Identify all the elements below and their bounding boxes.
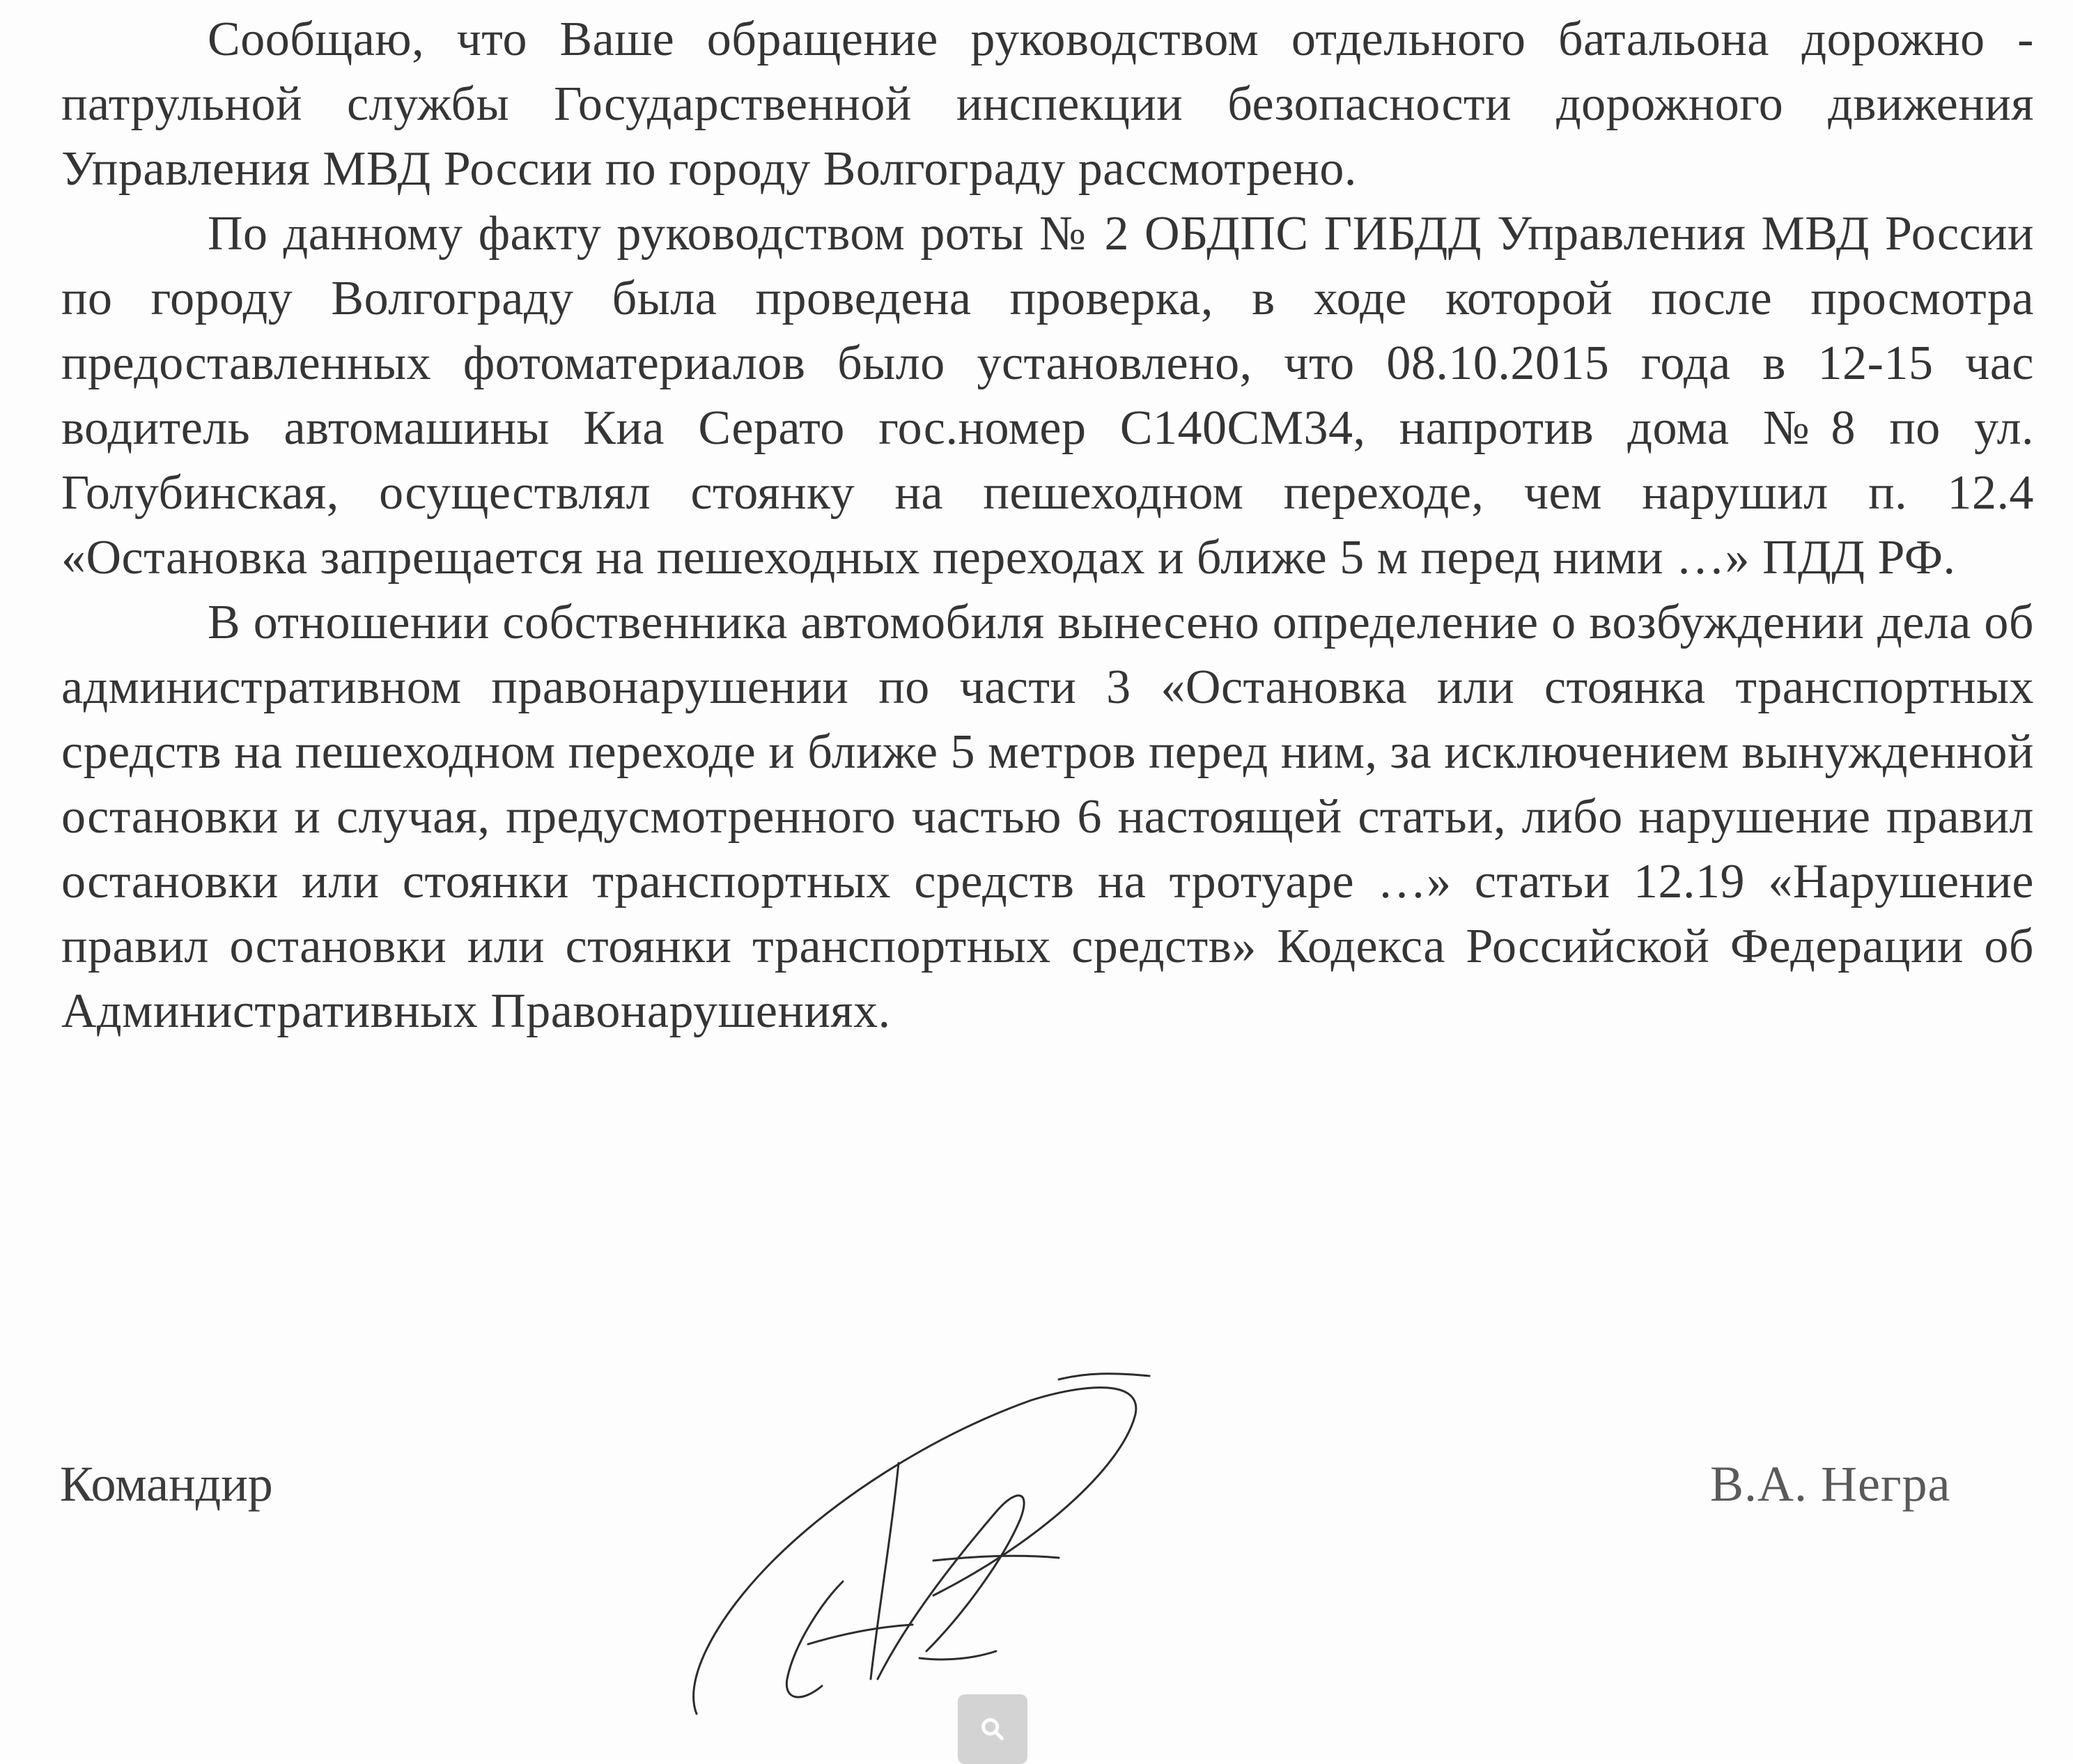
zoom-button[interactable] <box>958 1694 1027 1764</box>
paragraph-inspection-findings: По данному факту руководством роты № 2 ОБДПС ГИБДД Управления МВД России по городу Волгограду была проведена проверка, в ходе которой после просмотра предоставленных фотоматериалов было установлено, что 08.10.2015 года в 12-15 час водитель автомашины Киа Серато гос.номер С140СМ34, напротив дома №8 по ул. Голубинская, осуществлял стоянку на пешеходном переходе, чем нарушил п. 12.4 «Остановка запрещается на пешеходных переходах и ближе 5 м перед ними …» ПДД РФ. <box>61 207 2034 585</box>
handwritten-signature <box>669 1352 1170 1742</box>
magnifier-icon <box>979 1715 1007 1743</box>
paragraph-notification: Сообщаю, что Ваше обращение руководством отдельного батальона дорожно - патрульной службы Государственной инспекции безопасности дорожного движения Управления МВД России по городу Волгограду рассмотрено. <box>61 13 2034 196</box>
paragraph-case-decision: В отношении собственника автомобиля вынесено определение о возбуждении дела об административном правонарушении по части 3 «Остановка или стоянка транспортных средств на пешеходном переходе и ближе 5 метров перед ним, за исключением вынужденной остановки и случая, предусмотренного частью 6 настоящей статьи, либо нарушение правил остановки или стоянки транспортных средств на тротуаре …» статьи 12.19 «Нарушение правил остановки или стоянки транспортных средств» Кодекса Российской Федерации об Административных Правонарушениях. <box>61 596 2034 1038</box>
signer-position: Командир <box>60 1456 273 1512</box>
signer-name: В.А. Негра <box>1710 1456 1951 1512</box>
